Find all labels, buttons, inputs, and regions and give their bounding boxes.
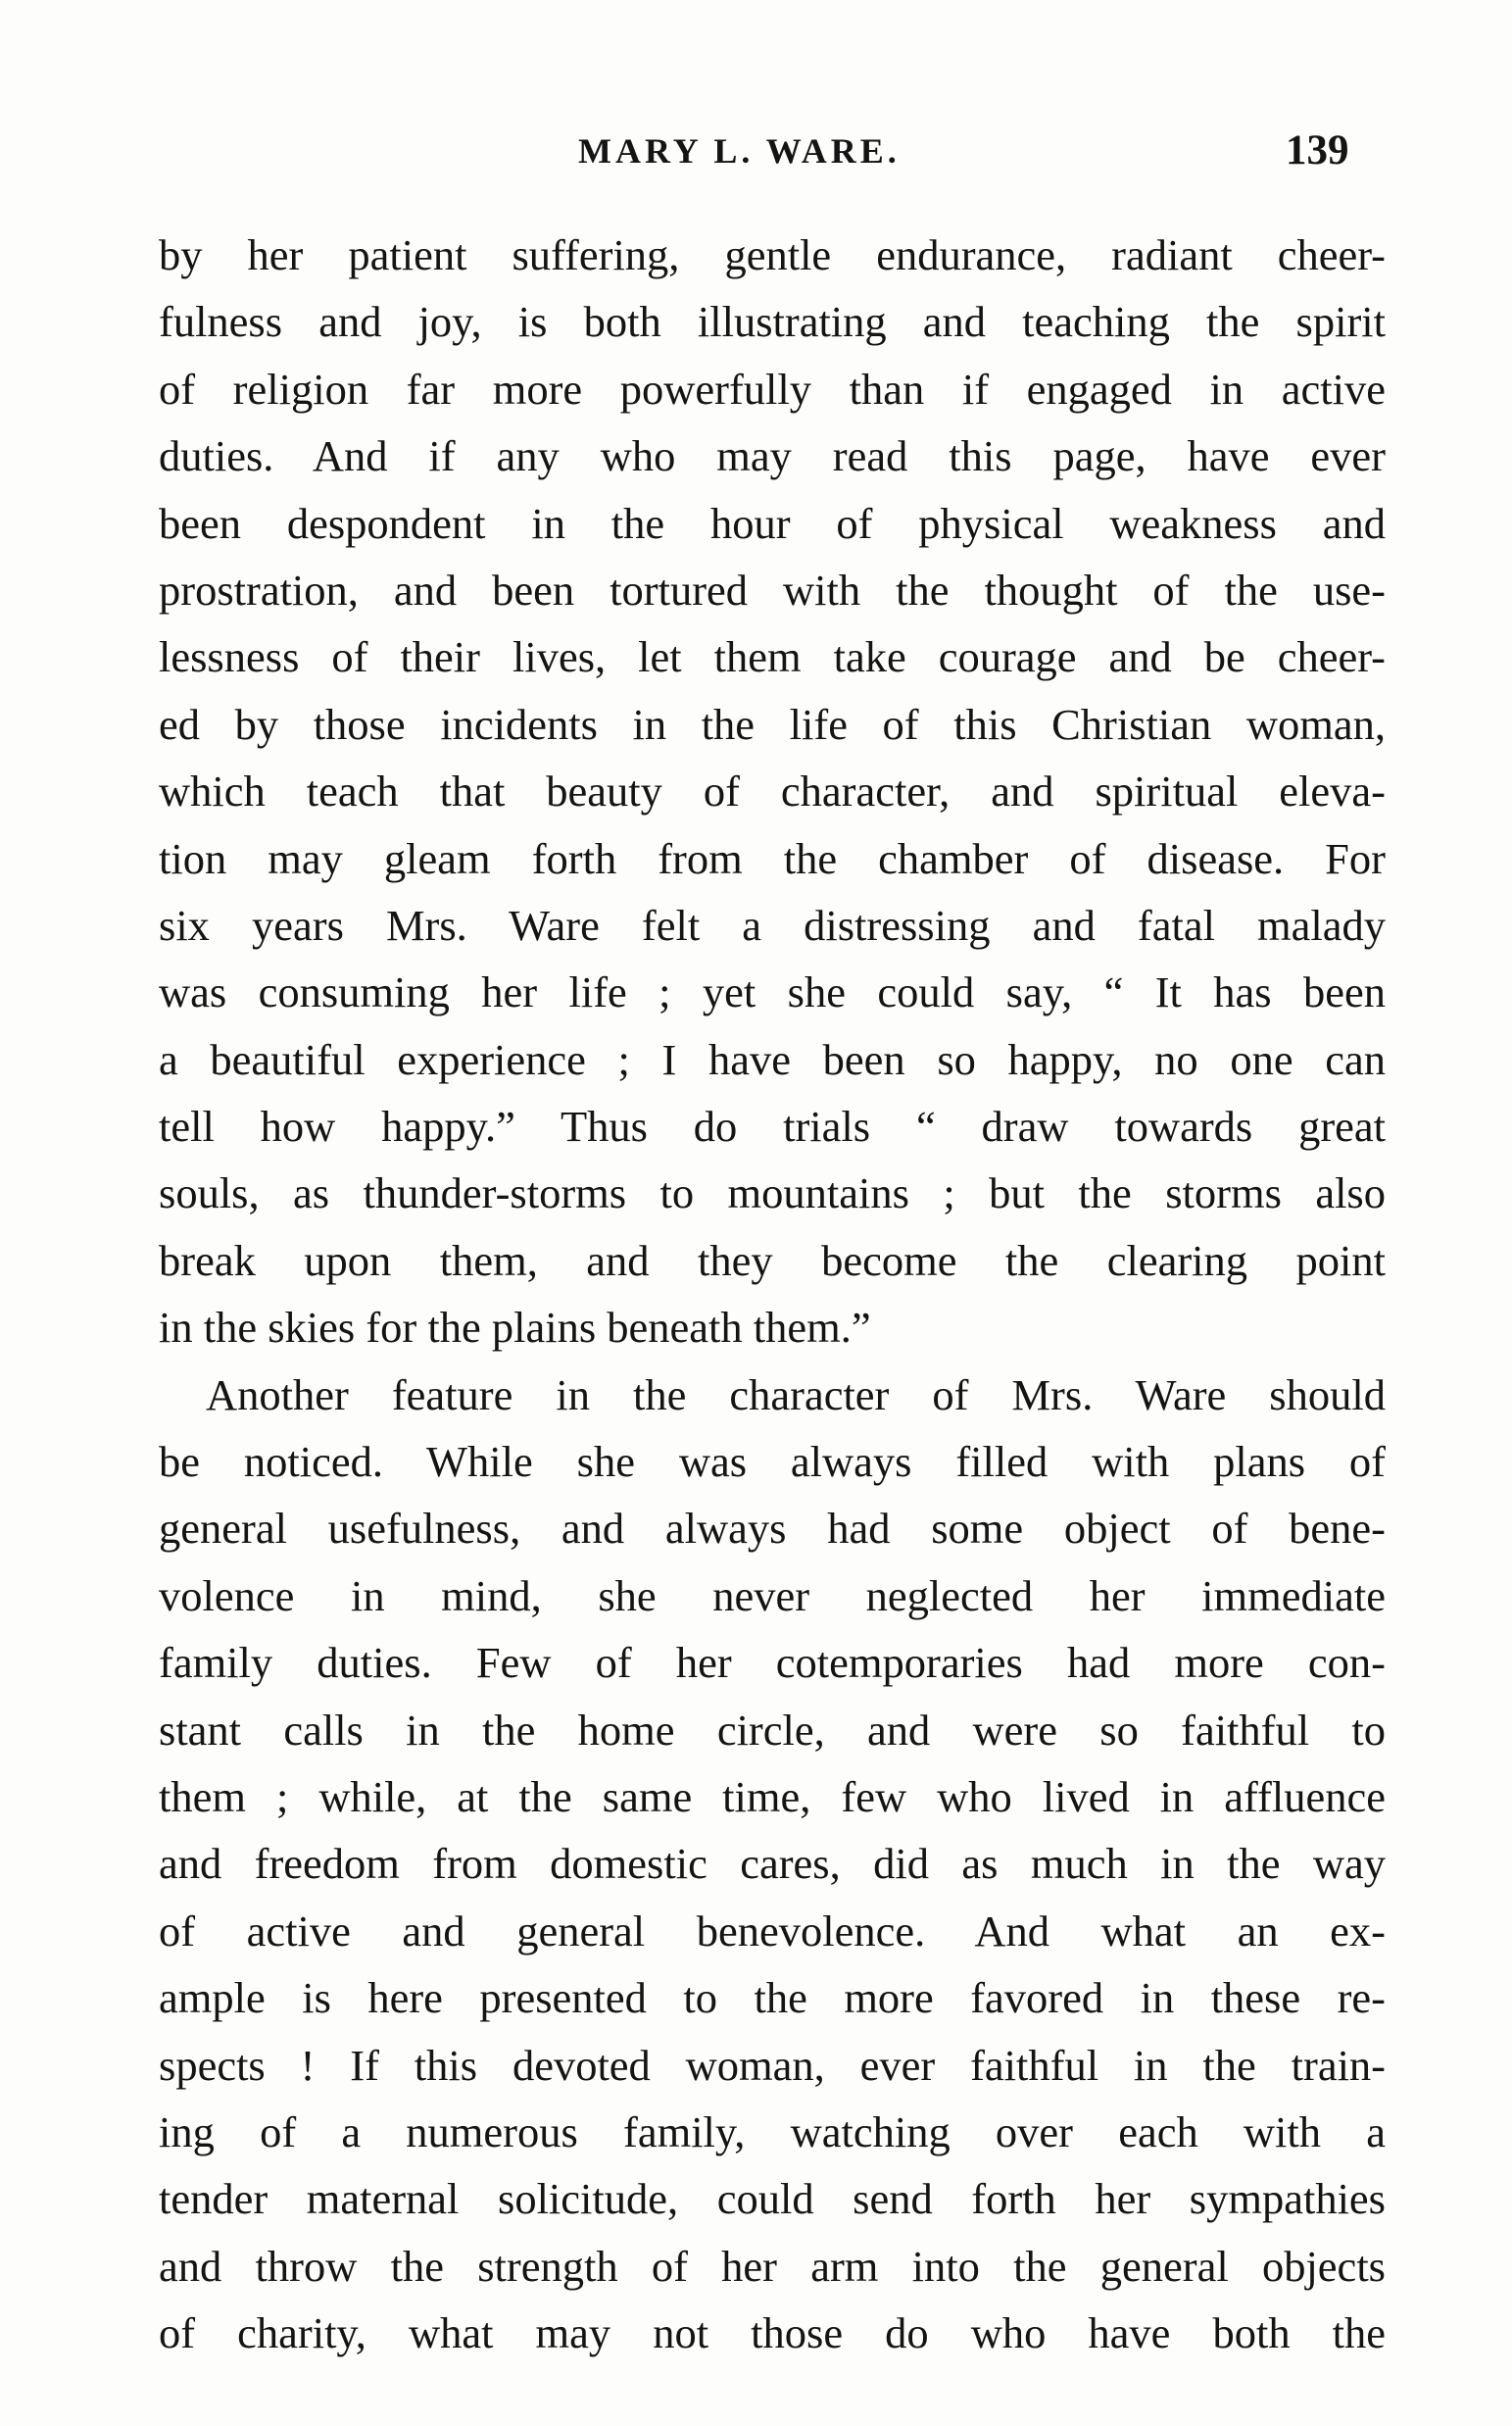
text-line: been despondent in the hour of physical weakness and: [159, 498, 1386, 548]
text-line: volence in mind, she never neglected her immediate: [159, 1570, 1386, 1620]
text-line: in the skies for the plains beneath them.”: [159, 1303, 871, 1353]
text-line: ing of a numerous family, watching over each with a: [159, 2106, 1386, 2156]
text-line: prostration, and been tortured with the thought of the use-: [159, 565, 1386, 615]
text-line: which teach that beauty of character, and spiritual eleva-: [159, 767, 1386, 817]
text-line: of active and general benevolence. And what an ex-: [159, 1906, 1386, 1956]
text-line: Another feature in the character of Mrs. Ware should: [206, 1369, 1386, 1419]
text-line: break upon them, and they become the clearing point: [159, 1235, 1386, 1285]
text-line: ample is here presented to the more favored in these re-: [159, 1973, 1386, 2023]
text-line: tender maternal solicitude, could send forth her sympathies: [159, 2174, 1386, 2224]
text-line: family duties. Few of her cotemporaries had more con-: [159, 1638, 1386, 1688]
text-line: stant calls in the home circle, and were so faithful to: [159, 1705, 1386, 1755]
text-line: of charity, what may not those do who have both the: [159, 2308, 1386, 2358]
text-line: six years Mrs. Ware felt a distressing and fatal malady: [159, 900, 1386, 950]
body-text: [159, 222, 1386, 2367]
text-line: souls, as thunder-storms to mountains ; but the storms also: [159, 1168, 1386, 1218]
text-line: tion may gleam forth from the chamber of disease. For: [159, 833, 1386, 883]
text-line: a beautiful experience ; I have been so happy, no one can: [159, 1034, 1386, 1084]
text-line: spects ! If this devoted woman, ever faithful in the train-: [159, 2040, 1386, 2090]
text-line: and freedom from domestic cares, did as much in the way: [159, 1839, 1386, 1889]
running-head: [0, 122, 1512, 180]
text-line: be noticed. While she was always filled with plans of: [159, 1437, 1386, 1487]
running-title: MARY L. WARE.: [578, 131, 901, 171]
text-line: by her patient suffering, gentle endurance, radiant cheer-: [159, 230, 1386, 279]
page-number: 139: [1286, 127, 1349, 173]
text-line: duties. And if any who may read this page, have ever: [159, 431, 1386, 481]
text-line: tell how happy.” Thus do trials “ draw towards great: [159, 1102, 1386, 1152]
text-line: of religion far more powerfully than if engaged in active: [159, 364, 1386, 414]
text-line: was consuming her life ; yet she could say, “ It has been: [159, 967, 1386, 1017]
text-line: them ; while, at the same time, few who lived in affluence: [159, 1771, 1386, 1821]
text-line: and throw the strength of her arm into the general objects: [159, 2241, 1386, 2291]
text-line: lessness of their lives, let them take courage and be cheer-: [159, 632, 1386, 682]
text-line: fulness and joy, is both illustrating and teaching the spirit: [159, 297, 1386, 347]
text-line: general usefulness, and always had some object of bene-: [159, 1504, 1386, 1554]
text-line: ed by those incidents in the life of this Christian woman,: [159, 699, 1386, 749]
